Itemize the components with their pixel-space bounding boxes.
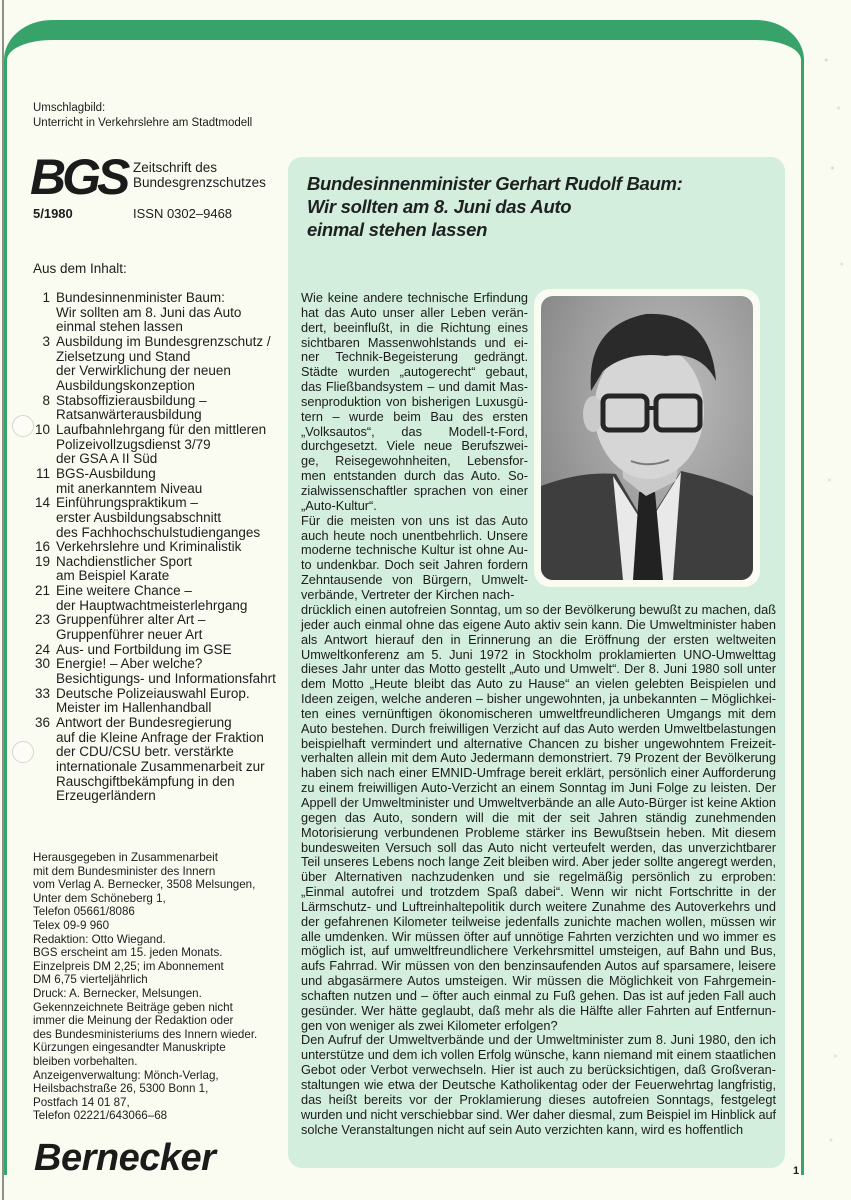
article-text-line: dem Motto „Heute bleibt das Auto zu Hause“ an vielen gelebten Beispielen und (301, 676, 776, 692)
bgs-logo: BGS (30, 149, 127, 205)
toc-title-line: Stabsoffizierausbildung – (56, 392, 207, 408)
cover-caption-label: Umschlagbild: (33, 102, 106, 114)
cover-caption-text: Unterricht in Verkehrslehre am Stadtmodell (33, 117, 253, 129)
toc-item (28, 540, 290, 555)
issn: ISSN 0302–9468 (133, 206, 233, 221)
article-text-line: jeder auch einmal ohne das eigene Auto aktiv sein kann. Die Umweltminister haben (301, 616, 776, 632)
tie-shape (633, 492, 663, 580)
article-text-line: Auto bestehen. Durch freiwilligen Verzicht auf das Auto werden Umweltbelastungen (301, 720, 776, 736)
article-text-line: gegen das Auto, sondern will die mit der seit Jahren ständig zunehmenden (301, 809, 776, 825)
toc-title-line: einmal stehen lassen (56, 319, 183, 335)
imprint-line: mit dem Bundesminister des Innern (33, 864, 216, 878)
article-text-line: „Auto-Kultur“. (301, 497, 377, 513)
toc-title-line: erster Ausbildungsabschnitt (56, 509, 222, 525)
toc-title-line: der CDU/CSU betr. verstärkte (56, 744, 234, 760)
toc-title-line: Zielsetzung und Stand (56, 348, 191, 364)
article-text-line: ten eines vernünftigen ökonomischeren umweltfreundlicheren Umgangs mit dem (301, 705, 776, 721)
article-text-line: schaften nutzen und – öfter auch einmal zu Fuß gehen. Das ist auf jeden Fall auch (301, 987, 776, 1003)
article-body-intro (301, 291, 528, 603)
article-text-line: auch heute noch unentbehrlich. Unsere (301, 527, 528, 543)
imprint-line: des Bundesministeriums des Innern wieder. (33, 1027, 258, 1041)
masthead-subtitle (133, 160, 266, 190)
toc-page-number: 3 (42, 333, 50, 349)
article-text-line: haben sich nach einer EMNID-Umfrage bereit erklärt, persönlich einer Aufforderung (301, 765, 776, 781)
toc-title-line: internationale Zusammenarbeit zur (56, 759, 265, 774)
toc-item (28, 291, 290, 335)
article-text-line: „Volksautos“, das Modell-t-Ford, (301, 423, 528, 439)
imprint-line: Postfach 14 01 87, (33, 1095, 130, 1109)
toc-title-line: Bundesinnenminister Baum: (56, 290, 225, 305)
imprint-line: Heilsbachstraße 26, 5300 Bonn 1, (33, 1082, 209, 1096)
article-text-line: men entstanden durch das Auto. So- (301, 468, 528, 484)
article-text-line: Teil unseres Lebens noch lange Zeit bleiben wird. Aber jeder sollte angeregt werden, (301, 854, 776, 870)
article-text-line: als Antwort hierauf den in Erinnerung an die Eröffnung der ersten weltweiten (301, 631, 776, 647)
ear-shape (583, 396, 603, 432)
toc-title-line: Aus- und Fortbildung im GSE (56, 641, 232, 657)
article-text-line: „Einmal autofrei und trotzdem Spaß dabei“. Wenn wir nicht Fortschritte in der (301, 884, 776, 900)
toc-title-line: Energie! – Aber welche? (56, 656, 203, 672)
article-text-line: staltungen wie etwa der Deutsche Katholikentag oder der Feuerwehrtag langfristig, (301, 1077, 776, 1092)
toc-title-line: Ausbildungskonzeption (56, 377, 195, 393)
punch-hole (12, 741, 34, 763)
toc-item (28, 467, 290, 496)
toc-title-line: Ausbildung im Bundesgrenzschutz / (56, 333, 271, 349)
article-text-line: Lärmschutz- und Luftreinhaltepolitik durch weitere Zunahme des Autoverkehrs und (301, 898, 776, 914)
toc-page-number: 1 (42, 290, 50, 305)
toc-title-line: Meister im Hallenhandball (56, 700, 212, 716)
paper-speckle (820, 0, 851, 1200)
masthead-subtitle-line1: Zeitschrift des (133, 160, 218, 175)
toc-title (56, 540, 290, 555)
article-text-line: ner Technik-Begeisterung gedrängt. (301, 349, 528, 365)
toc-page-number: 30 (34, 656, 50, 672)
article-text-line: durchgesetzt. Viele neue Berufszwei- (301, 438, 528, 454)
portrait-frame (534, 289, 760, 587)
imprint-line: Kürzungen eingesandter Manuskripte (33, 1041, 226, 1055)
toc-page-number: 11 (35, 465, 50, 481)
toc-title-line: am Beispiel Karate (56, 568, 170, 584)
imprint-line: Anzeigenverwaltung: Mönch-Verlag, (33, 1068, 219, 1082)
toc-title (56, 657, 290, 686)
imprint-line: Gekennzeichnete Beiträge geben nicht (33, 1000, 233, 1014)
article-body-main (301, 603, 776, 1137)
article-text-line: über Alternativen nachzudenken und sie regelmäßig persönlich zu erproben: (301, 869, 776, 885)
toc-title-line: Antwort der Bundesregierung (56, 715, 232, 731)
article-text-line: sichtbaren Massenwohlstands und ei- (301, 334, 528, 350)
toc-title-line: des Fachhochschulstudienganges (56, 524, 261, 540)
article-text-line: Motorisierung verbundenen Probleme stärker ins Bewußtsein heben. Mit diesem (301, 824, 776, 840)
imprint-line: Redaktion: Otto Wiegand. (33, 932, 166, 946)
article-text-line: aufs Fahrrad. Wir müssen von den benzinsaufenden Autos auf sparsamere, leisere (301, 958, 776, 974)
toc-title-line: Gruppenführer neuer Art (56, 627, 203, 643)
article-panel (288, 157, 785, 1168)
toc-item (28, 687, 290, 716)
toc-title (56, 716, 290, 804)
article-text-line: Für die meisten von uns ist das Auto (301, 512, 528, 528)
toc-title-line: Gruppenführer alter Art – (56, 612, 206, 628)
article-text-line: Umweltkonferenz am 5. Juni 1972 in Stockholm proklamierten UNO-Umwelttag (301, 646, 776, 662)
toc-item (28, 716, 290, 804)
toc-item (28, 657, 290, 686)
imprint-line: Herausgegeben in Zusammenarbeit (33, 851, 218, 864)
imprint-line: immer die Meinung der Redaktion oder (33, 1014, 234, 1028)
article-text-line: beispielhaft vermindert und alternative Chancen zu bisher ungewohntem Freizeit- (301, 735, 776, 751)
toc-title-line: Laufbahnlehrgang für den mittleren (56, 421, 267, 437)
article-text-line: das Fließbandsystem – und damit Mas- (301, 379, 528, 395)
article-text-line: solche Veranstaltungen nicht auf sein Auto verzichten kann, wird es hoffentlich (301, 1121, 744, 1137)
masthead-subtitle-line2: Bundesgrenzschutzes (133, 175, 266, 190)
article-text-line: gesünder. Wer hätte geglaubt, daß mehr als die Hälfte aller Fahrten auf Entfernun- (301, 1002, 776, 1018)
imprint-line: bleiben vorbehalten. (33, 1054, 138, 1068)
toc-title (56, 643, 290, 658)
toc-title-line: Nachdienstlicher Sport (56, 553, 192, 569)
imprint-line: BGS erscheint am 15. jeden Monats. (33, 946, 223, 960)
article-text-line: möglich ist, auf umweltfreundlichere Verkehrsmittel umsteigen, auf Bahn und Bus, (301, 943, 776, 959)
cover-caption (33, 101, 252, 131)
article-text-line: Zehntausende von Bürgern, Umwelt- (301, 572, 528, 588)
toc-page-number: 33 (34, 685, 50, 701)
portrait-photo (541, 296, 753, 580)
article-text-line: Den Aufruf der Umweltverbände und der Umweltminister zum 8. Juni 1980, den ich (301, 1032, 776, 1048)
article-text-line: und abgasärmere Autos umsteigen. Wir müssen die Möglichkeit von Fahrgemein- (301, 973, 776, 989)
article-text-line: tern – wurde beim Bau des ersten (301, 408, 528, 424)
article-text-line: bundesweiten Versuch soll das Auto nicht verteufelt werden, das unverzichtbarer (301, 839, 776, 855)
portrait-illustration (541, 296, 753, 580)
toc-title-line: Verkehrslehre und Kriminalistik (56, 539, 242, 555)
toc-title-line: Polizeivollzugsdienst 3/79 (56, 436, 211, 452)
toc-item (28, 496, 290, 540)
article-title-line: Bundesinnenminister Gerhart Rudolf Baum: (307, 173, 683, 194)
toc-title-line: der Hauptwachtmeisterlehrgang (56, 597, 248, 613)
toc-title (56, 555, 290, 584)
article-title-line: einmal stehen lassen (307, 219, 488, 240)
issue-number: 5/1980 (33, 206, 73, 221)
table-of-contents (28, 291, 290, 804)
imprint (33, 851, 293, 1123)
toc-page-number: 8 (42, 392, 50, 408)
toc-page-number: 36 (34, 715, 50, 731)
toc-title-line: der GSA A II Süd (56, 451, 158, 467)
toc-page-number: 23 (34, 612, 50, 628)
article-text-line: Wie keine andere technische Erfindung (301, 290, 528, 305)
toc-title-line: auf die Kleine Anfrage der Fraktion (56, 729, 264, 745)
article-text-line: das heißt bereits vor der Proklamierung dieses autofreien Sonntags, festgelegt (301, 1091, 776, 1107)
toc-title-line: Deutsche Polizeiauswahl Europ. (56, 685, 250, 701)
article-text-line: zu einem freiwilligen Auto-Verzicht an einem Sonntag im Juni Folge zu leisten. Der (301, 780, 776, 796)
toc-title-line: Ratsanwärterausbildung (56, 407, 202, 423)
toc-title-line: Wir sollten am 8. Juni das Auto (56, 304, 242, 320)
article-text-line: dieses Jahr unter das Motto gestellt „Auto und Umwelt“. Der 8. Juni 1980 soll unter (301, 661, 776, 677)
article-text-line: gen von weniger als zwei Kilometer erfolgen? (301, 1017, 558, 1033)
imprint-line: Telefon 02221/643066–68 (33, 1109, 168, 1123)
article-text-line: alle umdenken. Wir müssen öfter auf unnötige Fahrten verzichten und wo immer es (301, 928, 776, 944)
article-text-line: zialwissenschaftler sprachen von einer (301, 482, 528, 498)
masthead (30, 149, 280, 205)
article-text-line: unterstütze und dem ich vollen Erfolg wünsche, kann niemand mit einem staatlichen (301, 1047, 776, 1063)
toc-page-number: 16 (34, 539, 50, 555)
article-text-line: verbände, Vertreter der Kirchen nach- (301, 586, 515, 602)
imprint-line: DM 6,75 vierteljährlich (33, 973, 148, 987)
toc-page-number: 21 (34, 583, 50, 599)
toc-title (56, 291, 290, 335)
article-text-line: Städte wurden „autogerecht“ gebaut, (301, 364, 528, 380)
toc-page-number: 19 (34, 553, 50, 569)
toc-title-line: Besichtigungs- und Informationsfahrt (56, 671, 276, 687)
imprint-line: Unter dem Schöneberg 1, (33, 891, 166, 905)
article-text-line: to undenkbar. Doch seit Jahren fordern (301, 557, 528, 573)
publisher-logo: Bernecker (34, 1137, 216, 1179)
toc-title-line: mit anerkanntem Niveau (56, 480, 203, 496)
imprint-line: Telefon 05661/8086 (33, 905, 135, 919)
article-text-line: drücklich einen autofreien Sonntag, um so der Bevölkerung bewußt zu machen, daß (301, 602, 776, 617)
toc-title (56, 467, 290, 496)
toc-title (56, 423, 290, 467)
imprint-line: vom Verlag A. Bernecker, 3508 Melsungen, (33, 878, 256, 892)
toc-title (56, 687, 290, 716)
toc-item (28, 643, 290, 658)
toc-title (56, 613, 290, 642)
toc-title (56, 394, 290, 423)
toc-title (56, 335, 290, 394)
article-title (307, 172, 777, 241)
toc-item (28, 394, 290, 423)
toc-item (28, 584, 290, 613)
article-text-line: Appell der Umweltminister und Umweltverbände an alle Auto-Bürger ist keine Aktion (301, 794, 776, 810)
toc-title (56, 584, 290, 613)
toc-page-number: 14 (34, 495, 50, 511)
article-title-line: Wir sollten am 8. Juni das Auto (307, 196, 572, 217)
toc-item (28, 555, 290, 584)
toc-item (28, 335, 290, 394)
toc-page-number: 24 (34, 641, 50, 657)
toc-title-line: BGS-Ausbildung (56, 465, 156, 481)
toc-title-line: Rauschgiftbekämpfung in den (56, 773, 235, 789)
toc-title-line: Erzeugerländern (56, 788, 156, 804)
imprint-line: Telex 09-9 960 (33, 918, 110, 932)
toc-title-line: Einführungspraktikum – (56, 495, 198, 511)
toc-title (56, 496, 290, 540)
article-text-line: dert, beeinflußt, in die Richtung eines (301, 319, 528, 335)
article-text-line: verhalten allein mit dem Auto Jedermann demonstriert. 79 Prozent der Bevölkerung (301, 750, 776, 766)
imprint-line: Druck: A. Bernecker, Melsungen. (33, 986, 202, 1000)
article-text-line: der gefahrenen Kilometer teilweise jedenfalls zunichte machen wollen, müssen wir (301, 913, 776, 929)
article-text-line: Gebot oder Verbot verwechseln. Hier ist auch zu berücksichtigen, daß Großveran- (301, 1062, 776, 1078)
imprint-line: Einzelpreis DM 2,25; im Abonnement (33, 959, 224, 973)
toc-heading: Aus dem Inhalt: (33, 261, 127, 276)
page-number: 1 (793, 1165, 800, 1177)
article-text-line: wurden und nicht verschiebbar sind. Wer daher diesmal, zum Beispiel im Hinblick auf (301, 1106, 776, 1122)
article-text-line: moderne technische Kultur ist ohne Au- (301, 542, 528, 558)
toc-page-number: 10 (34, 421, 50, 437)
toc-title-line: Eine weitere Chance – (56, 583, 192, 599)
toc-title-line: der Verwirklichung der neuen (56, 363, 231, 379)
toc-item (28, 423, 290, 467)
article-text-line: senproduktion von bisherigen Luxusgü- (301, 393, 528, 409)
article-text-line: ge, Reisegewohnheiten, Lebensfor- (301, 453, 528, 469)
punch-hole (12, 415, 34, 437)
article-text-line: Ideen zeigen, welche anderen – bisher ungewohnten, ja unbekannten – Möglichkei- (301, 691, 776, 707)
toc-item (28, 613, 290, 642)
article-text-line: hat das Auto unser aller Leben verän- (301, 304, 528, 320)
